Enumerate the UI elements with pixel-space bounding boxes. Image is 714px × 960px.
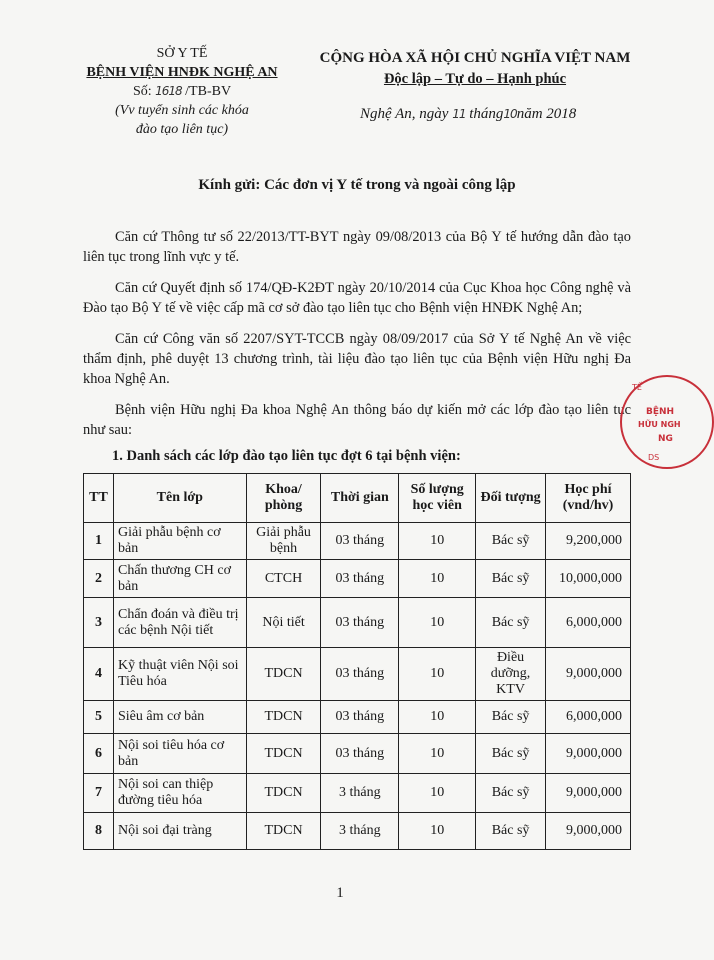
cell-fee: 9,000,000 — [546, 648, 631, 701]
page-number: 1 — [336, 885, 344, 901]
cell-name: Nội soi tiêu hóa cơ bản — [113, 734, 246, 774]
cell-target: Bác sỹ — [476, 560, 546, 598]
doc-no-suffix: /TB-BV — [185, 84, 232, 99]
stamp-line-3: NG — [658, 434, 673, 444]
col-name: Tên lớp — [113, 474, 246, 523]
table-row — [84, 813, 631, 850]
date-month: 10 — [503, 107, 517, 121]
cell-dept: TDCN — [246, 648, 321, 701]
stamp-mark-1: TẾ — [632, 383, 642, 392]
ministry-name: SỞ Y TẾ — [156, 46, 208, 61]
paragraph-2: Căn cứ Quyết định số 174/QĐ-K2ĐT ngày 20/10/2014 của Cục Khoa học Công nghệ và Đào tạo Bộ Y tế về việc cấp mã cơ sở đào tạo liên tục cho Bệnh viện HNĐK Nghệ An; — [83, 280, 631, 316]
cell-duration: 3 tháng — [321, 774, 399, 813]
course-table — [83, 473, 631, 850]
table-row — [84, 523, 631, 560]
cell-duration: 03 tháng — [321, 598, 399, 648]
col-count — [399, 474, 476, 523]
table-header-row — [84, 474, 631, 523]
table-row — [84, 648, 631, 701]
body-text — [83, 227, 631, 440]
paragraph-4: Bệnh viện Hữu nghị Đa khoa Nghệ An thông báo dự kiến mở các lớp đào tạo liên tục như sau: — [83, 402, 631, 438]
col-fee-l2: (vnd/hv) — [562, 498, 614, 513]
col-count-l2: học viên — [412, 498, 462, 513]
cell-dept: TDCN — [246, 774, 321, 813]
cell-tt: 1 — [84, 523, 114, 560]
subject-line-1: (Vv tuyển sinh các khóa — [115, 103, 249, 118]
cell-fee: 9,000,000 — [546, 734, 631, 774]
country-name: CỘNG HÒA XÃ HỘI CHỦ NGHĨA VIỆT NAM — [319, 50, 631, 66]
hospital-name: BỆNH VIỆN HNĐK NGHỆ AN — [86, 65, 278, 80]
cell-count: 10 — [399, 701, 476, 734]
cell-name: Chẩn đoán và điều trị các bệnh Nội tiết — [113, 598, 246, 648]
cell-fee: 9,000,000 — [546, 774, 631, 813]
cell-target: Điều dưỡng, KTV — [476, 648, 546, 701]
cell-count: 10 — [399, 774, 476, 813]
date-prefix: Nghệ An, ngày — [360, 106, 449, 122]
cell-duration: 03 tháng — [321, 734, 399, 774]
cell-duration: 03 tháng — [321, 523, 399, 560]
stamp-mark-2: DS — [648, 453, 660, 462]
cell-target: Bác sỹ — [476, 523, 546, 560]
cell-tt: 2 — [84, 560, 114, 598]
cell-duration: 3 tháng — [321, 813, 399, 850]
hospital-stamp — [620, 375, 714, 469]
cell-duration: 03 tháng — [321, 648, 399, 701]
stamp-line-2: HỮU NGH — [638, 420, 681, 429]
cell-count: 10 — [399, 813, 476, 850]
date-year: năm 2018 — [516, 106, 577, 122]
table-row — [84, 734, 631, 774]
cell-count: 10 — [399, 560, 476, 598]
doc-no-label: Số: — [132, 84, 152, 99]
subject-line-2: đào tạo liên tục) — [135, 122, 229, 137]
cell-name: Nội soi can thiệp đường tiêu hóa — [113, 774, 246, 813]
stamp-line-1: BỆNH — [646, 407, 675, 417]
cell-dept: Nội tiết — [246, 598, 321, 648]
doc-no-handwritten: 1618 — [155, 84, 182, 98]
date-month-label: tháng — [469, 106, 504, 122]
document-date — [360, 106, 576, 123]
cell-dept: TDCN — [246, 701, 321, 734]
cell-name: Chấn thương CH cơ bản — [113, 560, 246, 598]
table-row — [84, 701, 631, 734]
col-dept-l1: Khoa/ — [265, 482, 302, 497]
cell-fee: 6,000,000 — [546, 701, 631, 734]
document-number — [82, 82, 282, 101]
cell-name: Siêu âm cơ bản — [113, 701, 246, 734]
table-row — [84, 560, 631, 598]
cell-tt: 4 — [84, 648, 114, 701]
cell-dept: CTCH — [246, 560, 321, 598]
cell-target: Bác sỹ — [476, 598, 546, 648]
col-duration: Thời gian — [321, 474, 399, 523]
table-row — [84, 774, 631, 813]
date-day: 11 — [452, 107, 466, 121]
greeting: Kính gửi: Các đơn vị Y tế trong và ngoài công lập — [198, 177, 516, 193]
cell-target: Bác sỹ — [476, 701, 546, 734]
col-tt: TT — [84, 474, 114, 523]
paragraph-1: Căn cứ Thông tư số 22/2013/TT-BYT ngày 09/08/2013 của Bộ Y tế hướng dẫn đào tạo liên tục trong lĩnh vực y tế. — [83, 229, 631, 265]
col-fee-l1: Học phí — [564, 482, 612, 497]
cell-target: Bác sỹ — [476, 813, 546, 850]
cell-count: 10 — [399, 734, 476, 774]
paragraph-3: Căn cứ Công văn số 2207/SYT-TCCB ngày 08/09/2017 của Sở Y tế Nghệ An về việc thẩm định, phê duyệt 13 chương trình, tài liệu đào tạo liên tục của Bệnh viện Hữu nghị Đa khoa Nghệ An. — [83, 331, 631, 387]
col-target: Đối tượng — [476, 474, 546, 523]
cell-name: Kỹ thuật viên Nội soi Tiêu hóa — [113, 648, 246, 701]
cell-count: 10 — [399, 648, 476, 701]
cell-tt: 8 — [84, 813, 114, 850]
header-right — [310, 48, 640, 90]
cell-fee: 9,000,000 — [546, 813, 631, 850]
cell-fee: 6,000,000 — [546, 598, 631, 648]
cell-tt: 5 — [84, 701, 114, 734]
cell-dept: TDCN — [246, 734, 321, 774]
cell-fee: 9,200,000 — [546, 523, 631, 560]
national-motto: Độc lập – Tự do – Hạnh phúc — [383, 71, 567, 87]
table-row — [84, 598, 631, 648]
header-left — [82, 44, 282, 139]
cell-tt: 3 — [84, 598, 114, 648]
cell-target: Bác sỹ — [476, 774, 546, 813]
cell-dept: TDCN — [246, 813, 321, 850]
cell-duration: 03 tháng — [321, 701, 399, 734]
cell-duration: 03 tháng — [321, 560, 399, 598]
cell-count: 10 — [399, 523, 476, 560]
col-dept-l2: phòng — [264, 498, 303, 513]
cell-fee: 10,000,000 — [546, 560, 631, 598]
cell-tt: 7 — [84, 774, 114, 813]
cell-target: Bác sỹ — [476, 734, 546, 774]
col-fee — [546, 474, 631, 523]
cell-tt: 6 — [84, 734, 114, 774]
cell-count: 10 — [399, 598, 476, 648]
col-count-l1: Số lượng — [410, 482, 464, 497]
cell-name: Giải phẫu bệnh cơ bản — [113, 523, 246, 560]
cell-dept: Giải phẫu bệnh — [246, 523, 321, 560]
cell-name: Nội soi đại tràng — [113, 813, 246, 850]
section-title: 1. Danh sách các lớp đào tạo liên tục đợt 6 tại bệnh viện: — [112, 448, 461, 464]
col-dept — [246, 474, 321, 523]
